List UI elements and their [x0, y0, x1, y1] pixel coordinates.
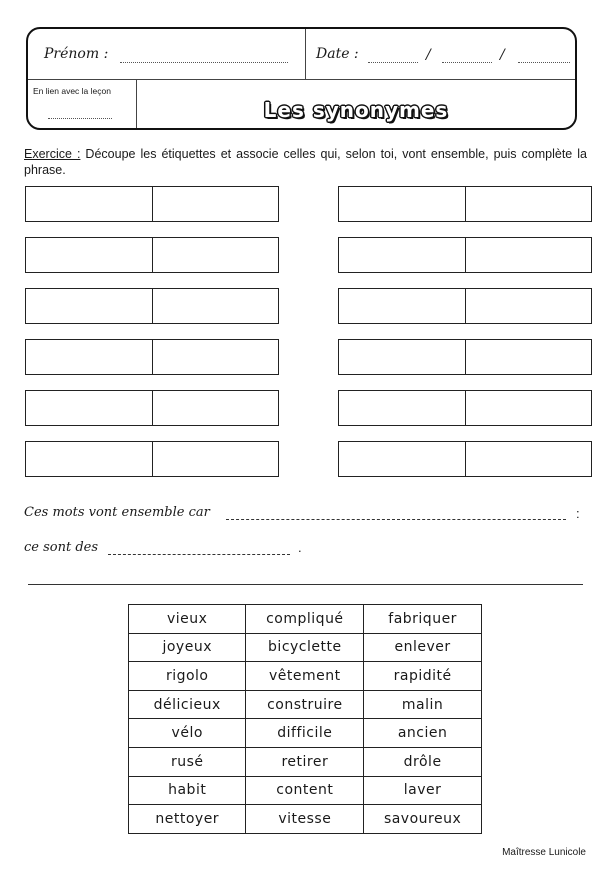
- pair-box[interactable]: [338, 186, 592, 222]
- label-cell[interactable]: vieux: [129, 605, 246, 634]
- date-separator-2: /: [500, 47, 505, 63]
- label-cell[interactable]: enlever: [364, 633, 482, 662]
- sentence-1-blank[interactable]: [226, 519, 566, 520]
- title-cell: [137, 80, 575, 130]
- label-cell[interactable]: joyeux: [129, 633, 246, 662]
- pair-divider: [152, 340, 153, 374]
- table-row: [129, 719, 482, 748]
- pair-box[interactable]: [25, 390, 279, 426]
- label-cell[interactable]: rusé: [129, 747, 246, 776]
- pair-box[interactable]: [338, 390, 592, 426]
- worksheet-header: [26, 27, 577, 130]
- label-cell[interactable]: délicieux: [129, 690, 246, 719]
- label-cell[interactable]: ancien: [364, 719, 482, 748]
- sentence-2: ce sont des: [24, 540, 99, 555]
- label-cell[interactable]: vêtement: [246, 662, 364, 691]
- sentence-2-period: .: [298, 540, 302, 555]
- prenom-field[interactable]: [120, 62, 288, 63]
- pair-box[interactable]: [25, 288, 279, 324]
- label-cell[interactable]: vélo: [129, 719, 246, 748]
- date-label: Date :: [316, 46, 359, 62]
- label-cell[interactable]: savoureux: [364, 805, 482, 834]
- label-cell[interactable]: drôle: [364, 747, 482, 776]
- label-cell[interactable]: rigolo: [129, 662, 246, 691]
- table-row: [129, 690, 482, 719]
- sentence-1: Ces mots vont ensemble car: [24, 505, 210, 520]
- pair-divider: [465, 391, 466, 425]
- header-top-row: [28, 29, 575, 80]
- pair-divider: [152, 238, 153, 272]
- date-day-field[interactable]: [368, 62, 418, 63]
- pair-divider: [465, 442, 466, 476]
- date-separator-1: /: [426, 47, 431, 63]
- pair-divider: [152, 391, 153, 425]
- table-row: [129, 633, 482, 662]
- label-cell[interactable]: retirer: [246, 747, 364, 776]
- pair-box[interactable]: [25, 339, 279, 375]
- pair-box[interactable]: [25, 441, 279, 477]
- pair-divider: [152, 442, 153, 476]
- label-cell[interactable]: nettoyer: [129, 805, 246, 834]
- lesson-link-label: En lien avec la leçon: [33, 86, 111, 96]
- lesson-link-cell: [28, 80, 137, 130]
- pair-box[interactable]: [25, 186, 279, 222]
- label-cell[interactable]: content: [246, 776, 364, 805]
- prenom-cell: [28, 29, 306, 79]
- pair-box[interactable]: [338, 237, 592, 273]
- header-bottom-row: [28, 80, 575, 130]
- pair-divider: [152, 187, 153, 221]
- date-year-field[interactable]: [518, 62, 570, 63]
- label-cell[interactable]: bicyclette: [246, 633, 364, 662]
- exercise-instruction: [24, 146, 587, 178]
- date-cell: [306, 29, 575, 79]
- label-cell[interactable]: habit: [129, 776, 246, 805]
- label-cell[interactable]: compliqué: [246, 605, 364, 634]
- labels-table: [128, 604, 482, 834]
- lesson-field[interactable]: [48, 118, 112, 119]
- label-cell[interactable]: vitesse: [246, 805, 364, 834]
- exercise-text: Découpe les étiquettes et associe celles qui, selon toi, vont ensemble, puis complète la phrase.: [24, 147, 587, 177]
- prenom-label: Prénom :: [44, 46, 109, 62]
- label-cell[interactable]: malin: [364, 690, 482, 719]
- table-row: [129, 605, 482, 634]
- pair-divider: [465, 187, 466, 221]
- page-title: Les synonymes: [263, 98, 449, 122]
- pair-divider: [465, 340, 466, 374]
- label-cell[interactable]: construire: [246, 690, 364, 719]
- pair-box[interactable]: [25, 237, 279, 273]
- date-month-field[interactable]: [442, 62, 492, 63]
- table-row: [129, 747, 482, 776]
- pair-divider: [465, 289, 466, 323]
- author-credit: Maîtresse Lunicole: [502, 847, 586, 858]
- table-row: [129, 776, 482, 805]
- pair-divider: [152, 289, 153, 323]
- cut-line: [28, 584, 583, 585]
- pair-box[interactable]: [338, 288, 592, 324]
- pair-box[interactable]: [338, 441, 592, 477]
- table-row: [129, 805, 482, 834]
- table-row: [129, 662, 482, 691]
- label-cell[interactable]: rapidité: [364, 662, 482, 691]
- pair-box[interactable]: [338, 339, 592, 375]
- sentence-2-blank[interactable]: [108, 554, 290, 555]
- label-cell[interactable]: laver: [364, 776, 482, 805]
- label-cell[interactable]: difficile: [246, 719, 364, 748]
- label-cell[interactable]: fabriquer: [364, 605, 482, 634]
- pair-divider: [465, 238, 466, 272]
- exercise-label: Exercice :: [24, 147, 81, 161]
- sentence-1-colon: :: [576, 506, 580, 521]
